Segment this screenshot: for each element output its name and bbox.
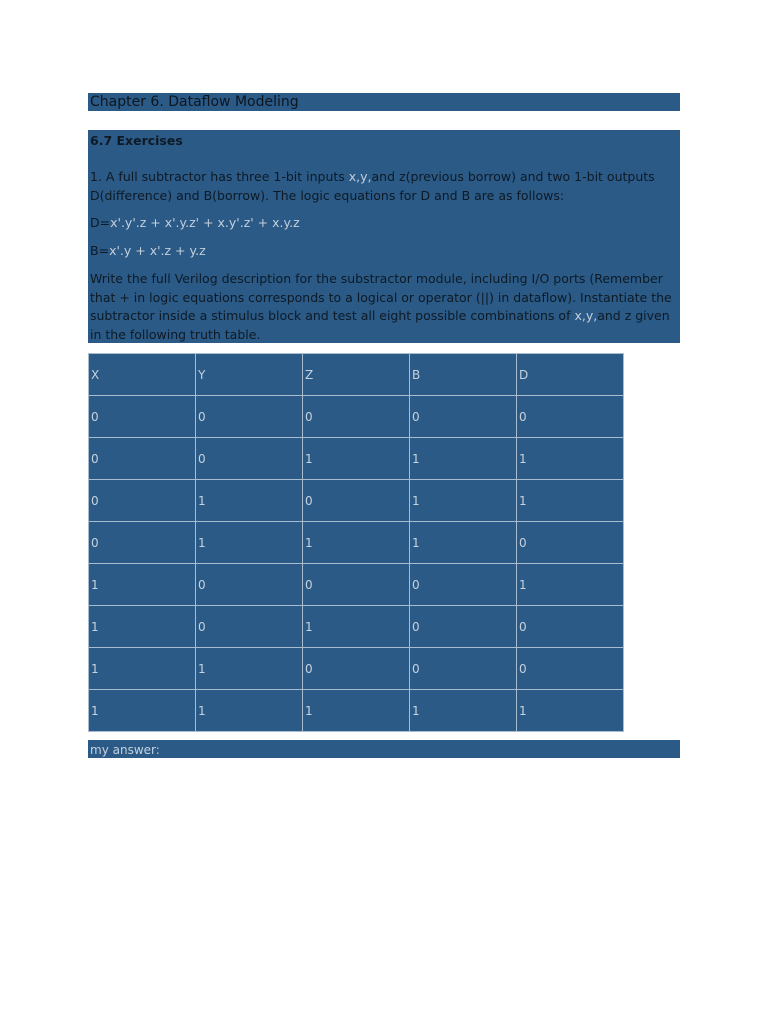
table-row	[89, 690, 624, 732]
table-row	[89, 648, 624, 690]
equation-b-label: B=	[90, 243, 110, 258]
table-cell: 0	[196, 396, 303, 438]
chapter-title: Chapter 6. Dataflow Modeling	[90, 94, 299, 110]
table-cell: 1	[89, 606, 196, 648]
truth-table-header-row	[89, 354, 624, 396]
table-cell: 1	[196, 480, 303, 522]
table-row	[89, 396, 624, 438]
table-cell: 1	[303, 522, 410, 564]
answer-band	[88, 740, 680, 758]
table-row	[89, 606, 624, 648]
equation-d	[90, 214, 676, 233]
instructions-vars: x,y,	[574, 308, 598, 323]
header-cell-b: B	[410, 354, 517, 396]
table-cell: 0	[196, 438, 303, 480]
table-cell: 1	[517, 438, 624, 480]
table-cell: 0	[303, 396, 410, 438]
question-text	[90, 168, 676, 205]
table-row	[89, 564, 624, 606]
exercise-panel	[88, 130, 680, 343]
table-cell: 1	[89, 690, 196, 732]
table-cell: 1	[303, 438, 410, 480]
table-cell: 0	[517, 648, 624, 690]
table-cell: 0	[303, 648, 410, 690]
table-cell: 0	[303, 480, 410, 522]
header-cell-y: Y	[196, 354, 303, 396]
table-cell: 0	[196, 564, 303, 606]
table-cell: 1	[410, 438, 517, 480]
table-cell: 0	[517, 606, 624, 648]
table-cell: 0	[410, 606, 517, 648]
header-cell-z: Z	[303, 354, 410, 396]
instructions-pre: Write the full Verilog description for the substractor module, including I/O ports (Remember that + in logic equations corresponds to a logical or operator (||) in dataflow). Instantiate the subtractor inside a stimulus block and test all eight possible combinations of	[90, 271, 672, 323]
table-cell: 1	[89, 564, 196, 606]
table-cell: 0	[196, 606, 303, 648]
table-cell: 0	[517, 396, 624, 438]
table-row	[89, 438, 624, 480]
equation-d-label: D=	[90, 215, 111, 230]
table-cell: 1	[410, 522, 517, 564]
table-cell: 0	[410, 564, 517, 606]
table-cell: 1	[517, 690, 624, 732]
exercise-heading: 6.7 Exercises	[90, 133, 183, 148]
instructions-mid: and z given in the following truth table.	[90, 308, 670, 342]
answer-label: my answer:	[90, 743, 160, 757]
equation-d-expr: x'.y'.z + x'.y.z' + x.y'.z' + x.y.z	[110, 215, 300, 230]
table-row	[89, 522, 624, 564]
table-cell: 0	[89, 396, 196, 438]
table-cell: 0	[410, 648, 517, 690]
table-cell: 1	[517, 480, 624, 522]
table-cell: 1	[303, 606, 410, 648]
question-vars: x,y,	[348, 169, 372, 184]
table-cell: 0	[89, 522, 196, 564]
table-row	[89, 480, 624, 522]
chapter-title-band	[88, 93, 680, 111]
table-cell: 1	[410, 480, 517, 522]
table-cell: 1	[303, 690, 410, 732]
table-cell: 0	[303, 564, 410, 606]
table-cell: 1	[196, 648, 303, 690]
table-cell: 1	[89, 648, 196, 690]
table-cell: 0	[517, 522, 624, 564]
equation-b-expr: x'.y + x'.z + y.z	[109, 243, 206, 258]
table-cell: 0	[410, 396, 517, 438]
instructions-text	[90, 270, 676, 344]
truth-table	[88, 353, 624, 732]
table-cell: 1	[196, 522, 303, 564]
question-post: and z(previous borrow) and two 1-bit outputs D(difference) and B(borrow). The logic equations for D and B are as follows:	[90, 169, 655, 203]
header-cell-d: D	[517, 354, 624, 396]
table-cell: 1	[410, 690, 517, 732]
table-cell: 0	[89, 480, 196, 522]
table-cell: 0	[89, 438, 196, 480]
table-cell: 1	[196, 690, 303, 732]
header-cell-x: X	[89, 354, 196, 396]
question-pre: 1. A full subtractor has three 1-bit inputs	[90, 169, 349, 184]
table-cell: 1	[517, 564, 624, 606]
equation-b	[90, 242, 676, 261]
